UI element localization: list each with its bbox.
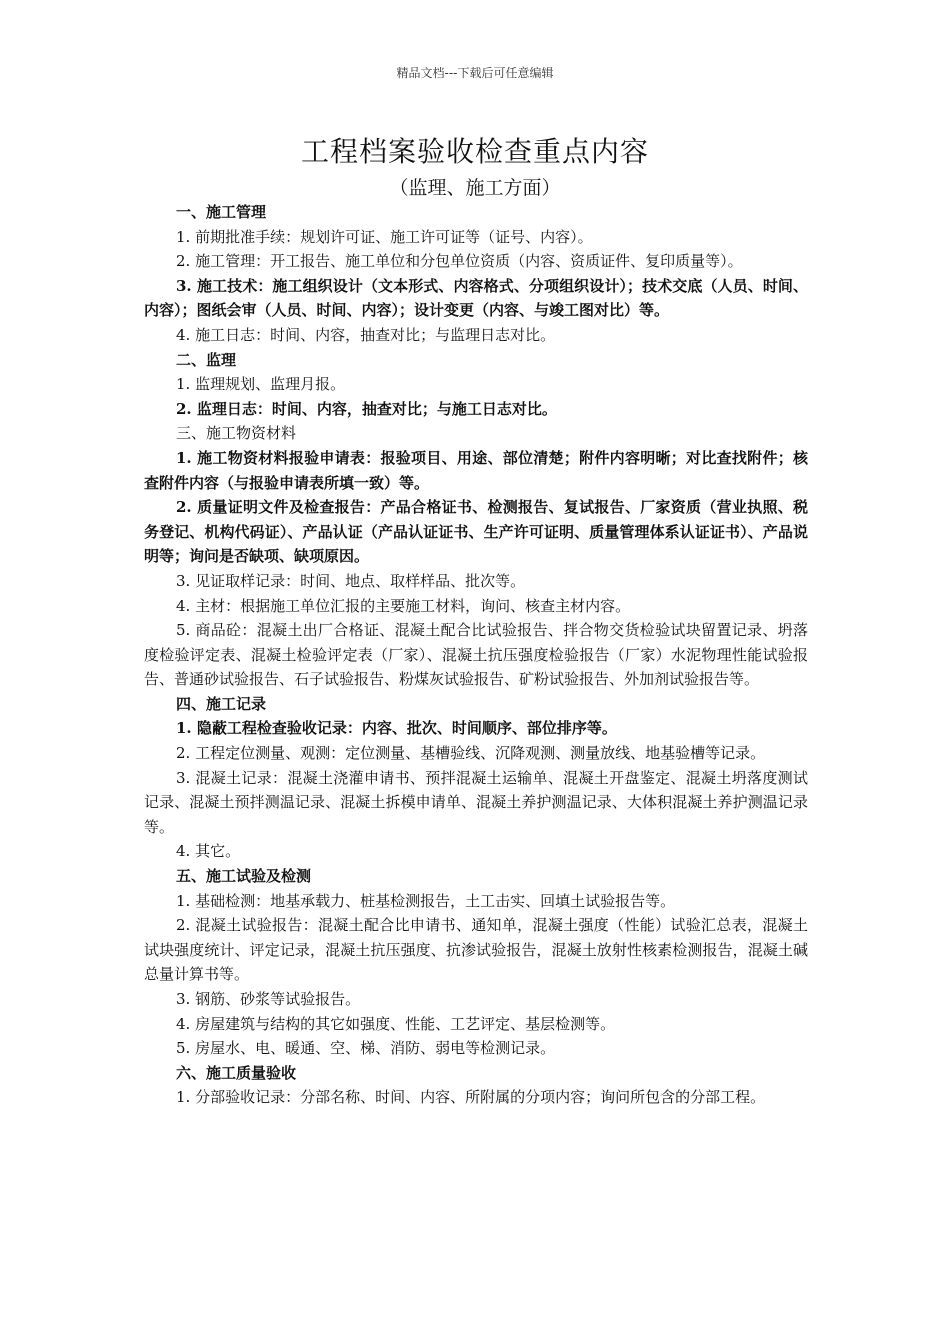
document-body — [144, 200, 808, 1110]
paragraph: 4. 主材：根据施工单位汇报的主要施工材料，询问、核查主材内容。 — [176, 596, 631, 615]
paragraph: 1. 基础检测：地基承载力、桩基检测报告，土工击实、回填土试验报告等。 — [176, 891, 676, 910]
paragraph: 3. 见证取样记录：时间、地点、取样样品、批次等。 — [176, 571, 526, 590]
paragraph: 1. 前期批准手续：规划许可证、施工许可证等（证号、内容）。 — [176, 227, 593, 246]
paragraph: 3. 施工技术：施工组织设计（文本形式、内容格式、分项组织设计）；技术交底（人员、时间、内容）；图纸会审（人员、时间、内容）；设计变更（内容、与竣工图对比）等。 — [144, 276, 808, 320]
paragraph: 2. 监理日志：时间、内容，抽查对比；与施工日志对比。 — [176, 399, 557, 418]
page-header: 精品文档---下载后可任意编辑 — [396, 66, 554, 80]
paragraph: 一、施工管理 — [176, 203, 267, 221]
paragraph: 2. 质量证明文件及检查报告：产品合格证书、检测报告、复试报告、厂家资质（营业执照、税务登记、机构代码证）、产品认证（产品认证证书、生产许可证明、质量管理体系认证证书）、产品说明等；询问是否缺项、缺项原因。 — [144, 498, 808, 566]
paragraph: 五、施工试验及检测 — [176, 867, 312, 886]
paragraph: 3. 钢筋、砂浆等试验报告。 — [176, 990, 361, 1008]
paragraph: 三、施工物资材料 — [176, 424, 297, 443]
paragraph: 2. 工程定位测量、观测：定位测量、基槽验线、沉降观测、测量放线、地基验槽等记录。 — [176, 744, 766, 763]
paragraph: 5. 房屋水、电、暖通、空、梯、消防、弱电等检测记录。 — [176, 1039, 556, 1058]
paragraph: 二、监理 — [176, 350, 237, 369]
paragraph: 1. 隐蔽工程检查验收记录：内容、批次、时间顺序、部位排序等。 — [176, 719, 617, 738]
paragraph: 4. 施工日志：时间、内容，抽查对比；与监理日志对比。 — [176, 325, 556, 344]
paragraph: 六、施工质量验收 — [176, 1063, 297, 1082]
paragraph: 4. 其它。 — [176, 842, 241, 861]
document-subtitle: （监理、施工方面） — [389, 177, 561, 199]
paragraph: 2. 施工管理：开工报告、施工单位和分包单位资质（内容、资质证件、复印质量等）。 — [176, 252, 743, 271]
paragraph: 1. 施工物资材料报验申请表：报验项目、用途、部位清楚；附件内容明晰；对比查找附件；核查附件内容（与报验申请表所填一致）等。 — [144, 448, 808, 492]
paragraph: 4. 房屋建筑与结构的其它如强度、性能、工艺评定、基层检测等。 — [176, 1014, 616, 1033]
paragraph: 5. 商品砼：混凝土出厂合格证、混凝土配合比试验报告、拌合物交货检验试块留置记录、坍落度检验评定表、混凝土检验评定表（厂家）、混凝土抗压强度检验报告（厂家）水泥物理性能试验报告、普通砂试验报告、石子试验报告、粉煤灰试验报告、矿粉试验报告、外加剂试验报告等。 — [144, 621, 808, 689]
paragraph: 1. 监理规划、监理月报。 — [176, 375, 346, 394]
paragraph: 2. 混凝土试验报告：混凝土配合比申请书、通知单，混凝土强度（性能）试验汇总表，混凝土试块强度统计、评定记录，混凝土抗压强度、抗渗试验报告，混凝土放射性核素检测报告，混凝土碱总量计算书等。 — [144, 916, 808, 984]
document-title: 工程档案验收检查重点内容 — [300, 135, 649, 168]
paragraph: 1. 分部验收记录：分部名称、时间、内容、所附属的分项内容；询问所包含的分部工程。 — [176, 1088, 766, 1107]
paragraph: 3. 混凝土记录：混凝土浇灌申请书、预拌混凝土运输单、混凝土开盘鉴定、混凝土坍落度测试记录、混凝土预拌测温记录、混凝土拆模申请单、混凝土养护测温记录、大体积混凝土养护测温记录等。 — [144, 768, 808, 836]
paragraph: 四、施工记录 — [176, 694, 267, 713]
